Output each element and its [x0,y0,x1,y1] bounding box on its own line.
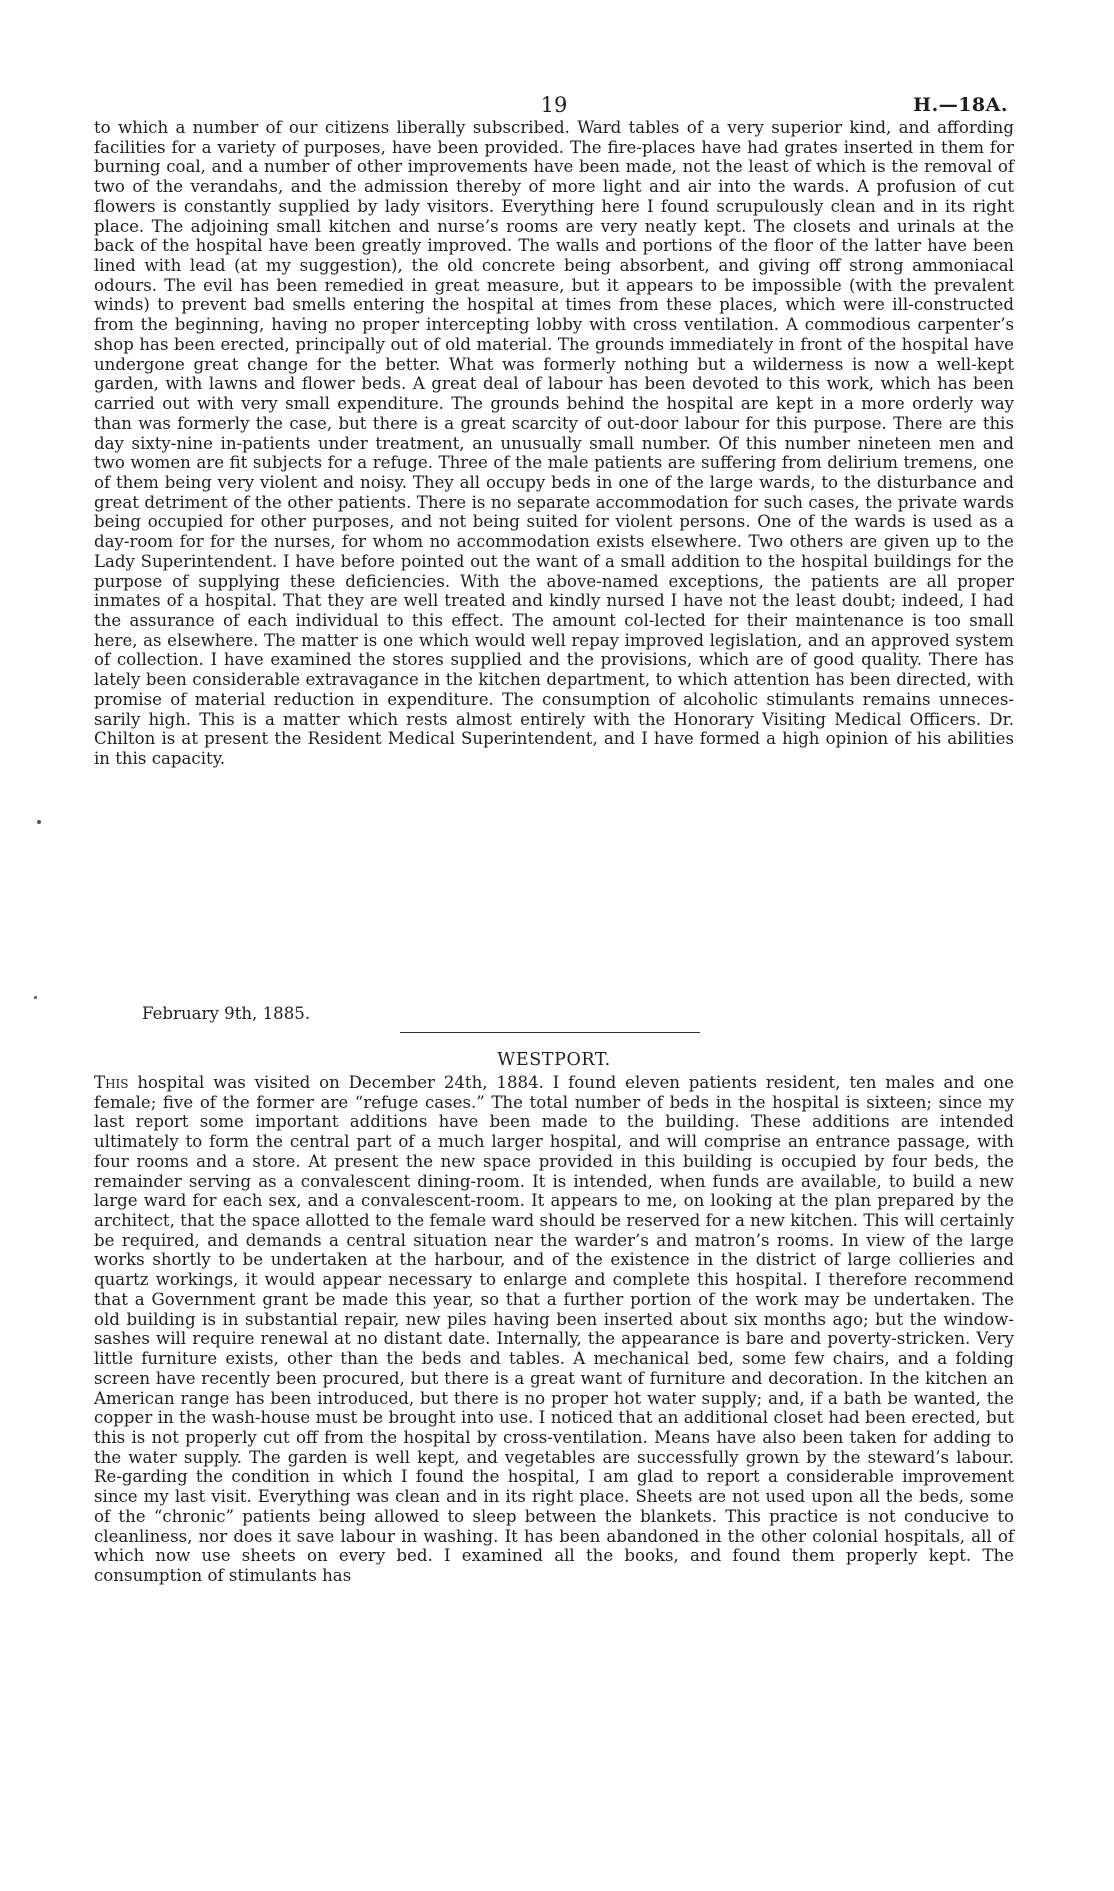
westport-first-word: This [94,1073,129,1092]
continued-report-paragraph: to which a number of our citizens liberally subscribed. Ward tables of a very superior kind, and affording facilities for a variety of purposes, have been provided. The fire-places have had grates inserted in them for burning coal, and a number of other improvements have been made, not the least of which is the removal of two of the verandahs, and the admission thereby of more light and air into the wards. A profusion of cut flowers is constantly supplied by lady visitors. Everything here I found scrupulously clean and in its right place. The adjoining small kitchen and nurse’s rooms are very neatly kept. The closets and urinals at the back of the hospital have been greatly improved. The walls and portions of the floor of the latter have been lined with lead (at my suggestion), the old concrete being absorbent, and giving off strong ammoniacal odours. The evil has been remedied in great measure, but it appears to be impossible (with the prevalent winds) to prevent bad smells entering the hospital at times from these places, which were ill-constructed from the beginning, having no proper intercepting lobby with cross ventilation. A commodious carpenter’s shop has been erected, principally out of old material. The grounds immediately in front of the hospital have undergone great change for the better. What was formerly nothing but a wilderness is now a well-kept garden, with lawns and flower beds. A great deal of labour has been devoted to this work, which has been carried out with very small expenditure. The grounds behind the hospital are kept in a more orderly way than was formerly the case, but there is a great scarcity of out-door labour for this purpose. There are this day sixty-nine in-patients under treatment, an unusually small number. Of this number nineteen men and two women are fit subjects for a refuge. Three of the male patients are suffering from delirium tremens, one of them being very violent and noisy. They all occupy beds in one of the large wards, to the disturbance and great detriment of the other patients. There is no separate accommodation for such cases, the private wards being occupied for other purposes, and not being suited for violent persons. One of the wards is used as a day-room for for the nurses, for whom no accommodation exists elsewhere. Two others are given up to the Lady Superintendent. I have before pointed out the want of a small addition to the hospital buildings for the purpose of supplying these deficiencies. With the above-named exceptions, the patients are all proper inmates of a hospital. That they are well treated and kindly nursed I have not the least doubt; indeed, I had the assurance of each individual to this effect. The amount col-lected for their maintenance is too small here, as elsewhere. The matter is one which would well repay improved legislation, and an approved system of collection. I have examined the stores supplied and the provisions, which are of good quality. There has lately been considerable extravagance in the kitchen department, to which attention has been directed, with promise of material reduction in expenditure. The consumption of alcoholic stimulants remains unneces-sarily high. This is a matter which rests almost entirely with the Honorary Visiting Medical Officers. Dr. Chilton is at present the Resident Medical Superintendent, and I have formed a high opinion of his abilities in this capacity. [94,118,1014,768]
westport-paragraph [94,1073,1014,1586]
westport-paragraph-text: hospital was visited on December 24th, 1884. I found eleven patients resident, ten males and one female; five of the former are “refuge cases.” The total number of beds in the hospital is sixteen; since my last report some important additions have been made to the building. These additions are intended ultimately to form the central part of a much larger hospital, and will comprise an entrance passage, with four rooms and a store. At present the new space provided in this building is occupied by four beds, the remainder serving as a convalescent dining-room. It is intended, when funds are available, to build a new large ward for each sex, and a convalescent-room. It appears to me, on looking at the plan prepared by the architect, that the space allotted to the female ward should be reserved for a new kitchen. This will certainly be required, and demands a central situation near the warder’s and matron’s rooms. In view of the large works shortly to be undertaken at the harbour, and of the existence in the district of large collieries and quartz workings, it would appear necessary to enlarge and complete this hospital. I therefore recommend that a Government grant be made this year, so that a further portion of the work may be undertaken. The old building is in substantial repair, new piles having been inserted about six months ago; but the window-sashes will require renewal at no distant date. Internally, the appearance is bare and poverty-stricken. Very little furniture exists, other than the beds and tables. A mechanical bed, some few chairs, and a folding screen have recently been procured, but there is a great want of furniture and decoration. In the kitchen an American range has been introduced, but there is no proper hot water supply; and, if a bath be wanted, the copper in the wash-house must be brought into use. I noticed that an additional closet had been erected, but this is not properly cut off from the hospital by cross-ventilation. Means have also been taken for adding to the water supply. The garden is well kept, and vegetables are successfully grown by the steward’s labour. Re-garding the condition in which I found the hospital, I am glad to report a considerable improvement since my last visit. Everything was clean and in its right place. Sheets are not used upon all the beds, some of the “chronic” patients being allowed to sleep between the blankets. This practice is not conducive to cleanliness, nor does it save labour in washing. It has been abandoned in the other colonial hospitals, all of which now use sheets on every bed. I examined all the books, and found them properly kept. The consumption of stimulants has [94,1073,1014,1585]
document-code: H.—18A. [913,94,1008,116]
page-number: 19 [540,93,568,117]
continued-report-section [94,118,1014,769]
westport-heading: WESTPORT. [497,1050,611,1070]
report-date: February 9th, 1885. [142,1004,311,1023]
westport-section [94,1073,1014,1586]
margin-mark-icon [37,820,41,824]
margin-dot-icon [34,996,37,999]
section-divider [400,1032,700,1033]
